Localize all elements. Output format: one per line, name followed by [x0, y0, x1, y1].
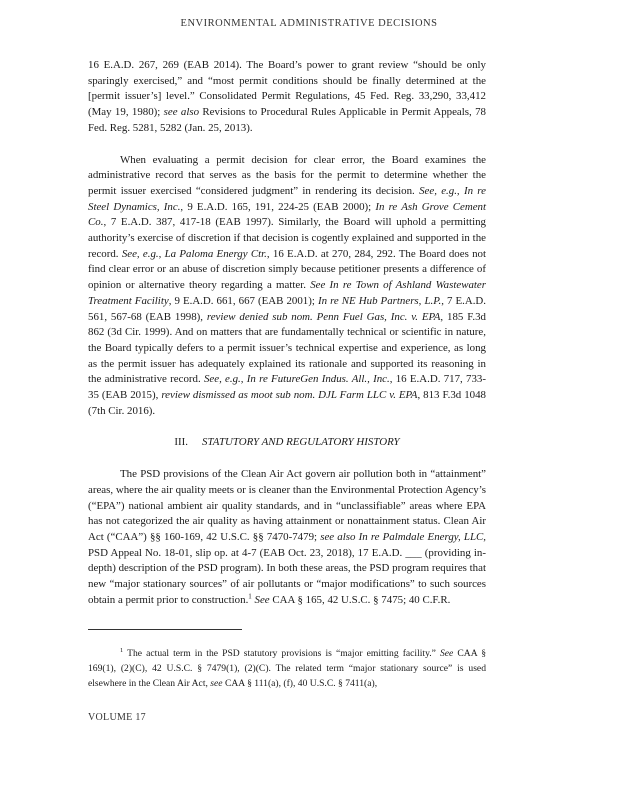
section-number: III.	[174, 436, 188, 449]
footnote-divider	[88, 629, 242, 630]
footnote	[88, 646, 486, 691]
paragraph-permit-review-standard: 16 E.A.D. 267, 269 (EAB 2014). The Board’s power to grant review “should be only sparingly exercised,” and “most permit conditions should be finally determined at the [permit issuer’s] level.” Consolidated Permit Regulations, 45 Fed. Reg. 33,290, 33,412 (May 19, 1980); see also Revisions to Procedural Rules Applicable in Permit Appeals, 78 Fed. Reg. 5281, 5282 (Jan. 25, 2013).	[88, 59, 486, 134]
footnote-marker: 1	[120, 646, 124, 654]
section-heading	[88, 435, 486, 451]
paragraph-clear-error: When evaluating a permit decision for clear error, the Board examines the administrative record that serves as the basis for the permit to determine whether the permit issuer exercised “considered judgment” in rendering its decision. See, e.g., In re Steel Dynamics, Inc., 9 E.A.D. 165, 191, 224-25 (EAB 2000); In re Ash Grove Cement Co., 7 E.A.D. 387, 417-18 (EAB 1997). Similarly, the Board will uphold a permitting authority’s exercise of discretion if that decision is cogently explained and supported in the record. See, e.g., La Paloma Energy Ctr., 16 E.A.D. at 270, 284, 292. The Board does not find clear error or an abuse of discretion simply because petitioner presents a difference of opinion or alternative theory regarding a matter. See In re Town of Ashland Wastewater Treatment Facility, 9 E.A.D. 661, 667 (EAB 2001); In re NE Hub Partners, L.P., 7 E.A.D. 561, 567-68 (EAB 1998), review denied sub nom. Penn Fuel Gas, Inc. v. EPA, 185 F.3d 862 (3d Cir. 1999). And on matters that are fundamentally technical or scientific in nature, the Board typically defers to a permit issuer’s technical expertise and experience, as long as the permit issuer has adequately explained its rationale and supported its reasoning in the administrative record. See, e.g., In re FutureGen Indus. All., Inc., 16 E.A.D. 717, 733-35 (EAB 2015), review dismissed as moot sub nom. DJL Farm LLC v. EPA, 813 F.3d 1048 (7th Cir. 2016).	[88, 153, 487, 417]
footnote-reference: 1	[248, 592, 252, 601]
running-header: ENVIRONMENTAL ADMINISTRATIVE DECISIONS	[180, 18, 438, 29]
paragraph-psd-provisions: The PSD provisions of the Clean Air Act govern air pollution both in “attainment” areas, where the air quality meets or is cleaner than the Environmental Protection Agency’s (“EPA”) national ambient air quality standards, and in “unclassifiable” areas where EPA has not categorized the air quality as having attainment or nonattainment status. Clean Air Act (“CAA”) §§ 160-169, 42 U.S.C. §§ 7470-7479; see also In re Palmdale Energy, LLC, PSD Appeal No. 18-01, slip op. at 4-7 (EAB Oct. 23, 2018), 17 E.A.D. ___ (providing in-depth) description of the PSD program). In both these areas, the PSD program requires that new “major stationary sources” of air pollutants or “major modifications” to such sources obtain a permit prior to construction.$^1$ See CAA § 165, 42 U.S.C. § 7475; 40 C.F.R.	[88, 468, 486, 606]
section-title: STATUTORY AND REGULATORY HISTORY	[202, 436, 400, 449]
footnote-text: $^1$ The actual term in the PSD statutory provisions is “major emitting facility.” See CAA § 169(1), (2)(C), 42 U.S.C. § 7479(1), (2)(C). The related term “major stationary source” is used elsewhere in the Clean Air Act, see CAA § 111(a), (f), 40 U.S.C. § 7411(a),	[88, 646, 486, 689]
main-text	[88, 58, 486, 609]
volume-footer: VOLUME 17	[88, 712, 146, 723]
